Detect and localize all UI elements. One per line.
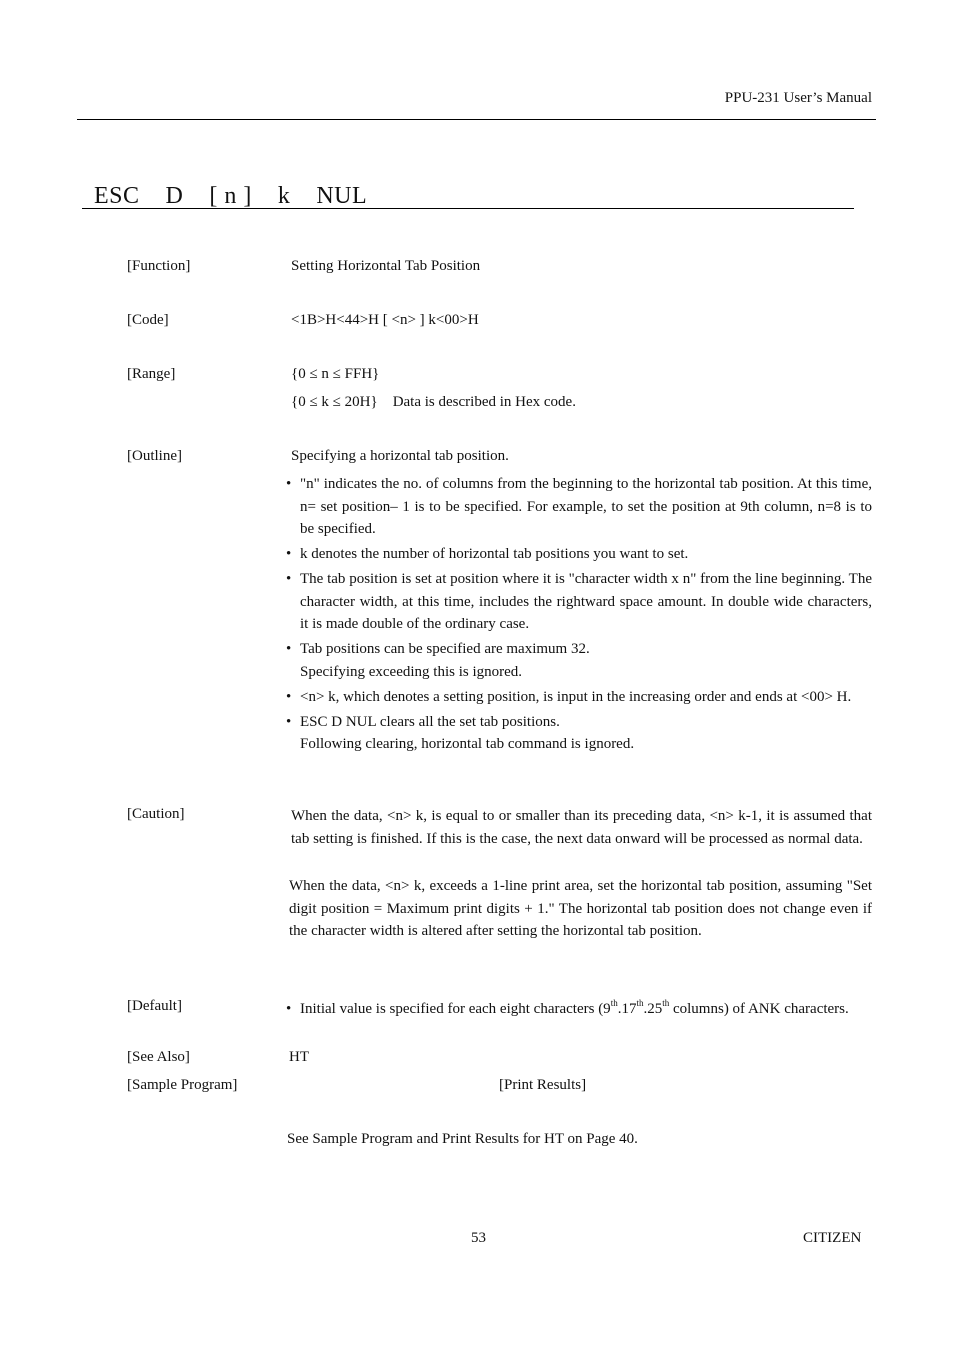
bullet-icon: • <box>286 1001 292 1017</box>
bullet-icon: • <box>286 688 292 705</box>
list-item-text: The tab position is set at position where it is "character width x n" from the line beginning. The character width, at this time, includes the rightward space amount. In double wide characters, it is made double of the ordinary case. <box>300 571 872 632</box>
list-item-text: Tab positions can be specified are maximum 32. <box>300 641 590 657</box>
bullet-icon: • <box>286 641 292 657</box>
list-item <box>286 473 872 541</box>
page-number: 53 <box>471 1230 486 1246</box>
bullet-icon: • <box>286 476 292 492</box>
bullet-icon: • <box>286 546 292 562</box>
manual-title: PPU-231 User’s Manual <box>724 90 872 106</box>
list-item-text: <n> k, which denotes a setting position, is input in the increasing order and ends at <00> H. <box>300 688 852 705</box>
default-bullets <box>286 997 872 1024</box>
sample-program-label: [Sample Program] <box>127 1077 238 1093</box>
list-item <box>286 568 872 636</box>
bullet-icon: • <box>286 713 292 730</box>
sample-note: See Sample Program and Print Results for HT on Page 40. <box>287 1131 638 1147</box>
default-text-b: .17 <box>617 1001 637 1017</box>
list-item-continuation: Following clearing, horizontal tab command is ignored. <box>300 736 635 752</box>
default-text-c: .25 <box>643 1001 663 1017</box>
range-label: [Range] <box>127 366 176 382</box>
range-line-2: {0 ≤ k ≤ 20H} Data is described in Hex code. <box>291 394 576 410</box>
code-value: <1B>H<44>H [ <n> ] k<00>H <box>291 312 479 328</box>
caution-paragraph-2: When the data, <n> k, exceeds a 1-line print area, set the horizontal tab position, assuming "Set digit position = Maximum print digits + 1." The horizontal tab position does not change even if the character width is altered after setting the horizontal tab position. <box>289 878 872 939</box>
see-also-label: [See Also] <box>127 1049 190 1065</box>
default-sup-2: th <box>636 998 644 1008</box>
outline-intro: Specifying a horizontal tab position. <box>291 448 509 464</box>
print-results-label: [Print Results] <box>499 1077 587 1093</box>
header-divider <box>77 119 876 120</box>
list-item-text: k denotes the number of horizontal tab positions you want to set. <box>300 546 689 562</box>
see-also-value: HT <box>289 1049 309 1065</box>
list-item-continuation: Specifying exceeding this is ignored. <box>300 663 523 680</box>
default-label: [Default] <box>127 998 182 1014</box>
default-sup-1: th <box>610 998 618 1008</box>
list-item <box>286 638 872 683</box>
list-item-text: ESC D NUL clears all the set tab positions. <box>300 713 560 730</box>
list-item-text: "n" indicates the no. of columns from the beginning to the horizontal tab position. At this time, n= set position– 1 is to be specified. For example, to set the position at 9th column, n=8 is to be specified. <box>300 476 872 537</box>
function-value: Setting Horizontal Tab Position <box>291 258 481 274</box>
function-label: [Function] <box>127 258 191 274</box>
list-item <box>286 543 872 566</box>
code-label: [Code] <box>127 312 169 328</box>
default-text-d: columns) of ANK characters. <box>669 1001 849 1017</box>
list-item <box>286 686 872 709</box>
default-text-a: Initial value is specified for each eight characters (9 <box>300 1001 611 1017</box>
caution-label: [Caution] <box>127 806 185 822</box>
outline-bullets <box>286 473 872 758</box>
bullet-icon: • <box>286 571 292 587</box>
caution-paragraph-1: When the data, <n> k, is equal to or smaller than its preceding data, <n> k-1, it is assumed that tab setting is finished. If this is the case, the next data onward will be processed as normal data. <box>291 808 872 847</box>
brand-name: CITIZEN <box>803 1230 862 1246</box>
title-underline <box>82 208 854 209</box>
list-item <box>286 997 872 1021</box>
list-item <box>286 711 872 756</box>
outline-label: [Outline] <box>127 448 182 464</box>
range-line-1: {0 ≤ n ≤ FFH} <box>291 366 380 382</box>
command-title: ESC D [ n ] k NUL <box>94 183 368 209</box>
default-sup-3: th <box>662 998 670 1008</box>
